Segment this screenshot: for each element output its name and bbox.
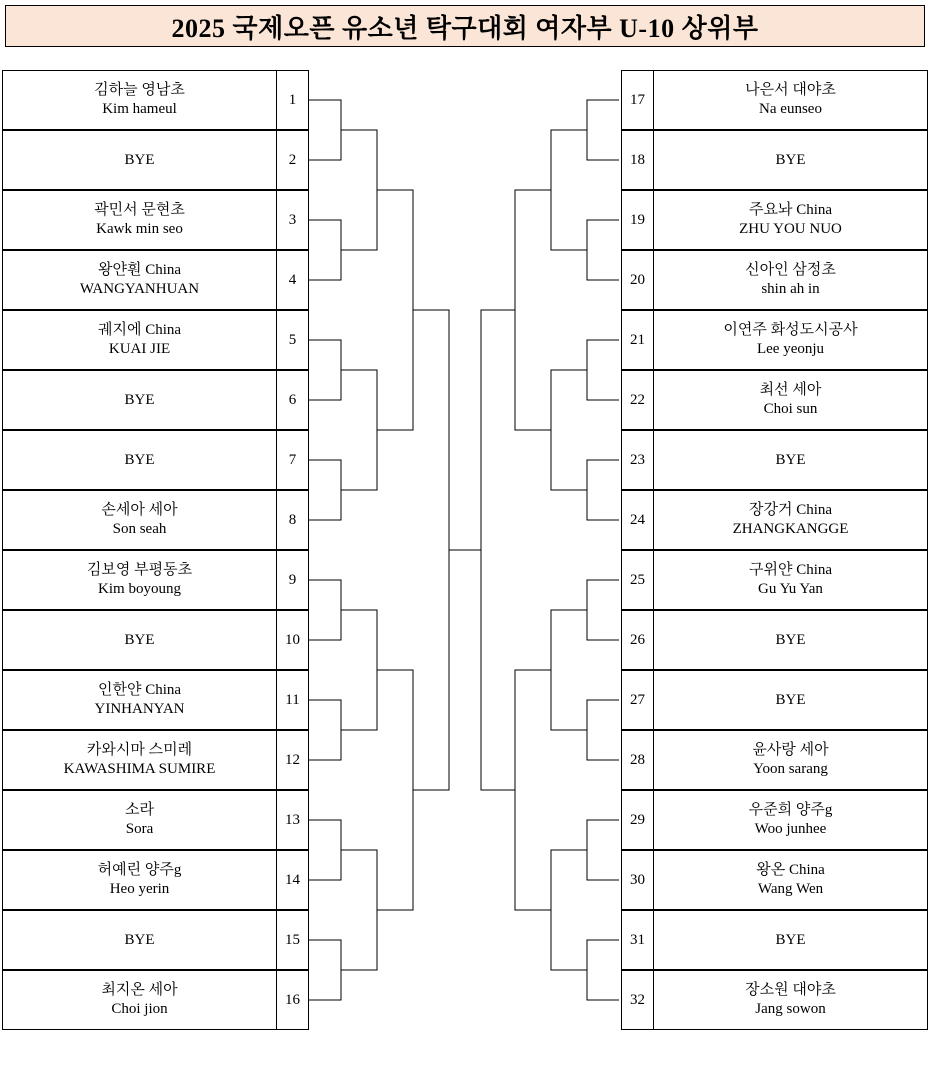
seed-number-14: 14 — [276, 851, 308, 909]
seed-number-8: 8 — [276, 491, 308, 549]
bracket-slot-8[interactable] — [2, 490, 309, 550]
bracket-slot-18[interactable] — [621, 130, 928, 190]
bracket-slot-32[interactable] — [621, 970, 928, 1030]
left-half-entries — [2, 70, 309, 1030]
player-name-en: shin ah in — [761, 281, 820, 297]
player-name-en: Lee yeonju — [756, 341, 825, 357]
bracket-slot-30[interactable] — [621, 850, 928, 910]
bracket-slot-6[interactable] — [2, 370, 309, 430]
bracket-slot-27[interactable] — [621, 670, 928, 730]
seed-number-7: 7 — [276, 431, 308, 489]
player-name-32 — [654, 971, 927, 1029]
seed-number-28: 28 — [622, 731, 654, 789]
player-name-en: Kawk min seo — [96, 221, 183, 237]
player-name-29 — [654, 791, 927, 849]
player-name-18 — [654, 131, 927, 189]
bracket-slot-29[interactable] — [621, 790, 928, 850]
bracket-slot-25[interactable] — [621, 550, 928, 610]
seed-number-19: 19 — [622, 191, 654, 249]
seed-number-31: 31 — [622, 911, 654, 969]
player-name-kr: 구위얀 China — [748, 562, 833, 579]
seed-number-20: 20 — [622, 251, 654, 309]
seed-number-9: 9 — [276, 551, 308, 609]
tournament-title-bar — [5, 5, 925, 47]
seed-number-29: 29 — [622, 791, 654, 849]
player-name-kr: 장강거 China — [748, 502, 833, 519]
seed-number-1: 1 — [276, 71, 308, 129]
bracket-slot-4[interactable] — [2, 250, 309, 310]
seed-number-26: 26 — [622, 611, 654, 669]
player-name-kr: BYE — [124, 931, 155, 948]
player-name-9 — [3, 551, 276, 609]
player-name-en: ZHU YOU NUO — [739, 221, 842, 237]
player-name-14 — [3, 851, 276, 909]
player-name-3 — [3, 191, 276, 249]
player-name-en: KUAI JIE — [108, 341, 171, 357]
player-name-11 — [3, 671, 276, 729]
player-name-6 — [3, 371, 276, 429]
player-name-en: Jang sowon — [755, 1001, 826, 1017]
player-name-en: Wang Wen — [757, 881, 824, 897]
bracket-slot-3[interactable] — [2, 190, 309, 250]
seed-number-3: 3 — [276, 191, 308, 249]
player-name-20 — [654, 251, 927, 309]
player-name-kr: 소라 — [125, 802, 154, 819]
player-name-kr: 왕얀훤 China — [97, 262, 182, 279]
player-name-28 — [654, 731, 927, 789]
seed-number-27: 27 — [622, 671, 654, 729]
player-name-kr: 신아인 삼정초 — [745, 262, 836, 279]
bracket-slot-31[interactable] — [621, 910, 928, 970]
player-name-en: Na eunseo — [759, 101, 822, 117]
player-name-kr: BYE — [124, 631, 155, 648]
tournament-bracket — [0, 66, 930, 1036]
seed-number-6: 6 — [276, 371, 308, 429]
bracket-slot-21[interactable] — [621, 310, 928, 370]
seed-number-2: 2 — [276, 131, 308, 189]
player-name-en: Choi sun — [763, 401, 818, 417]
page-title: 2025 국제오픈 유소년 탁구대회 여자부 U-10 상위부 — [171, 13, 759, 43]
seed-number-11: 11 — [276, 671, 308, 729]
player-name-kr: BYE — [124, 451, 155, 468]
bracket-slot-7[interactable] — [2, 430, 309, 490]
right-half-entries — [621, 70, 928, 1030]
player-name-kr: 곽민서 문현초 — [94, 202, 185, 219]
player-name-en: Sora — [125, 821, 154, 837]
player-name-1 — [3, 71, 276, 129]
player-name-kr: 최선 세아 — [759, 382, 822, 399]
player-name-24 — [654, 491, 927, 549]
player-name-kr: 윤사랑 세아 — [752, 742, 829, 759]
seed-number-13: 13 — [276, 791, 308, 849]
bracket-slot-24[interactable] — [621, 490, 928, 550]
bracket-slot-16[interactable] — [2, 970, 309, 1030]
seed-number-22: 22 — [622, 371, 654, 429]
bracket-slot-1[interactable] — [2, 70, 309, 130]
player-name-en: Heo yerin — [109, 881, 170, 897]
player-name-12 — [3, 731, 276, 789]
player-name-en: Choi jion — [111, 1001, 168, 1017]
player-name-17 — [654, 71, 927, 129]
seed-number-18: 18 — [622, 131, 654, 189]
player-name-en: YINHANYAN — [94, 701, 185, 717]
player-name-8 — [3, 491, 276, 549]
player-name-kr: 카와시마 스미레 — [86, 742, 193, 759]
player-name-kr: 인한얀 China — [97, 682, 182, 699]
player-name-kr: BYE — [124, 151, 155, 168]
player-name-27 — [654, 671, 927, 729]
player-name-13 — [3, 791, 276, 849]
seed-number-10: 10 — [276, 611, 308, 669]
bracket-slot-9[interactable] — [2, 550, 309, 610]
player-name-5 — [3, 311, 276, 369]
bracket-slot-19[interactable] — [621, 190, 928, 250]
bracket-slot-11[interactable] — [2, 670, 309, 730]
player-name-25 — [654, 551, 927, 609]
player-name-kr: BYE — [775, 631, 806, 648]
player-name-19 — [654, 191, 927, 249]
bracket-slot-26[interactable] — [621, 610, 928, 670]
player-name-en: ZHANGKANGGE — [732, 521, 849, 537]
seed-number-17: 17 — [622, 71, 654, 129]
player-name-en: Yoon sarang — [753, 761, 828, 777]
player-name-kr: 이연주 화성도시공사 — [723, 322, 858, 339]
bracket-slot-17[interactable] — [621, 70, 928, 130]
player-name-kr: 김하늘 영남초 — [94, 82, 185, 99]
player-name-7 — [3, 431, 276, 489]
seed-number-16: 16 — [276, 971, 308, 1029]
player-name-en: WANGYANHUAN — [79, 281, 200, 297]
bracket-slot-28[interactable] — [621, 730, 928, 790]
bracket-slot-12[interactable] — [2, 730, 309, 790]
player-name-en: KAWASHIMA SUMIRE — [63, 761, 216, 777]
player-name-4 — [3, 251, 276, 309]
seed-number-12: 12 — [276, 731, 308, 789]
bracket-slot-2[interactable] — [2, 130, 309, 190]
bracket-slot-5[interactable] — [2, 310, 309, 370]
player-name-2 — [3, 131, 276, 189]
player-name-26 — [654, 611, 927, 669]
player-name-kr: 김보영 부평동초 — [86, 562, 193, 579]
player-name-16 — [3, 971, 276, 1029]
player-name-en: Woo junhee — [754, 821, 827, 837]
player-name-kr: BYE — [775, 151, 806, 168]
player-name-31 — [654, 911, 927, 969]
bracket-slot-10[interactable] — [2, 610, 309, 670]
seed-number-24: 24 — [622, 491, 654, 549]
player-name-23 — [654, 431, 927, 489]
player-name-en: Kim hameul — [102, 101, 177, 117]
bracket-slot-20[interactable] — [621, 250, 928, 310]
player-name-kr: 궤지에 China — [97, 322, 182, 339]
player-name-kr: 손세아 세아 — [101, 502, 178, 519]
seed-number-21: 21 — [622, 311, 654, 369]
seed-number-23: 23 — [622, 431, 654, 489]
seed-number-30: 30 — [622, 851, 654, 909]
player-name-10 — [3, 611, 276, 669]
player-name-kr: BYE — [775, 931, 806, 948]
player-name-kr: 허예린 양주g — [97, 862, 182, 879]
bracket-slot-13[interactable] — [2, 790, 309, 850]
seed-number-15: 15 — [276, 911, 308, 969]
bracket-slot-15[interactable] — [2, 910, 309, 970]
bracket-slot-23[interactable] — [621, 430, 928, 490]
seed-number-25: 25 — [622, 551, 654, 609]
player-name-22 — [654, 371, 927, 429]
player-name-21 — [654, 311, 927, 369]
player-name-kr: 우준희 양주g — [748, 802, 833, 819]
player-name-en: Son seah — [112, 521, 167, 537]
player-name-kr: BYE — [124, 391, 155, 408]
player-name-kr: BYE — [775, 451, 806, 468]
player-name-en: Gu Yu Yan — [758, 581, 823, 597]
bracket-slot-14[interactable] — [2, 850, 309, 910]
player-name-kr: 최지온 세아 — [101, 982, 178, 999]
seed-number-4: 4 — [276, 251, 308, 309]
player-name-kr: BYE — [775, 691, 806, 708]
player-name-30 — [654, 851, 927, 909]
player-name-kr: 장소원 대야초 — [745, 982, 836, 999]
player-name-en: Kim boyoung — [98, 581, 181, 597]
seed-number-5: 5 — [276, 311, 308, 369]
player-name-kr: 왕온 China — [756, 862, 825, 879]
seed-number-32: 32 — [622, 971, 654, 1029]
bracket-slot-22[interactable] — [621, 370, 928, 430]
player-name-15 — [3, 911, 276, 969]
player-name-kr: 나은서 대야초 — [745, 82, 836, 99]
player-name-kr: 주요놔 China — [748, 202, 833, 219]
